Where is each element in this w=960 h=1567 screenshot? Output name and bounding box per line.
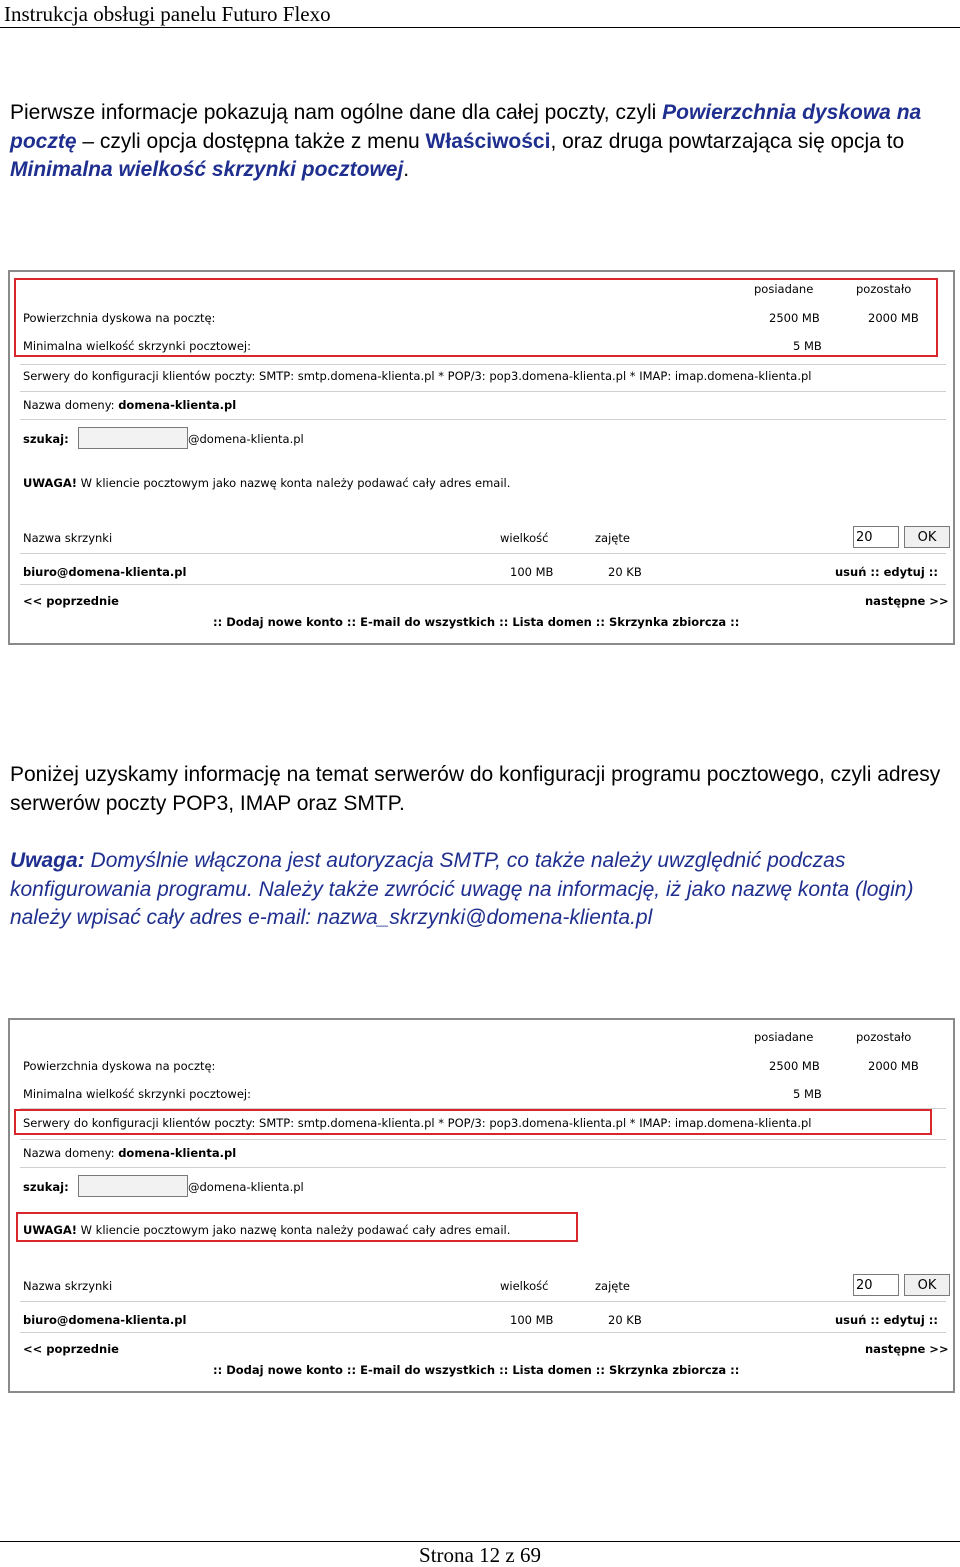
- disk-space-owned: 2500 MB: [769, 311, 820, 325]
- min-mailbox-label: Minimalna wielkość skrzynki pocztowej:: [23, 339, 251, 353]
- next-page-link[interactable]: następne >>: [865, 1342, 949, 1356]
- column-header-owned: posiadane: [754, 1030, 814, 1044]
- column-header-remaining: pozostało: [856, 1030, 912, 1044]
- min-mailbox-value: 5 MB: [793, 339, 822, 353]
- intro-term-properties: Właściwości: [425, 129, 551, 153]
- note-paragraph: [10, 847, 950, 933]
- divider: [20, 1301, 946, 1302]
- document-title: Instrukcja obsługi panelu Futuro Flexo: [4, 2, 331, 26]
- mailbox-used: 20 KB: [608, 1313, 642, 1327]
- ok-button[interactable]: OK: [904, 526, 950, 548]
- divider: [20, 391, 946, 392]
- mailbox-actions[interactable]: usuń :: edytuj ::: [835, 565, 938, 579]
- min-mailbox-label: Minimalna wielkość skrzynki pocztowej:: [23, 1087, 251, 1101]
- intro-text: , oraz druga powtarzająca się opcja to: [550, 129, 905, 153]
- disk-space-owned: 2500 MB: [769, 1059, 820, 1073]
- column-header-remaining: pozostało: [856, 282, 912, 296]
- mailbox-email-link[interactable]: biuro@domena-klienta.pl: [23, 1313, 187, 1327]
- divider: [20, 364, 946, 365]
- divider: [20, 1139, 946, 1140]
- next-page-link[interactable]: następne >>: [865, 594, 949, 608]
- warning-label: UWAGA!: [23, 476, 77, 490]
- servers-paragraph: Poniżej uzyskamy informację na temat serwerów do konfiguracji programu pocztowego, czyli adresy serwerów poczty POP3, IMAP oraz SMTP.: [10, 763, 941, 815]
- intro-paragraph: [10, 99, 950, 185]
- search-label: szukaj:: [23, 1180, 69, 1194]
- domain-name-value: domena-klienta.pl: [118, 398, 237, 412]
- column-header-mailbox: Nazwa skrzynki: [23, 531, 113, 545]
- footer-divider: [0, 1541, 960, 1542]
- mailbox-email-link[interactable]: biuro@domena-klienta.pl: [23, 565, 187, 579]
- ok-button[interactable]: OK: [904, 1274, 950, 1296]
- search-input[interactable]: [78, 427, 188, 449]
- domain-name-value: domena-klienta.pl: [118, 1146, 237, 1160]
- panel-screenshot-1: [8, 270, 955, 645]
- column-header-used: zajęte: [595, 1279, 630, 1293]
- mailbox-used: 20 KB: [608, 565, 642, 579]
- disk-space-label: Powierzchnia dyskowa na pocztę:: [23, 311, 216, 325]
- warning-text: W kliencie pocztowym jako nazwę konta należy podawać cały adres email.: [77, 476, 511, 490]
- warning-text: W kliencie pocztowym jako nazwę konta należy podawać cały adres email.: [77, 1223, 511, 1237]
- divider: [20, 553, 946, 554]
- search-input[interactable]: [78, 1175, 188, 1197]
- domain-name-label: Nazwa domeny:: [23, 398, 115, 412]
- divider: [20, 1332, 946, 1333]
- column-header-owned: posiadane: [754, 282, 814, 296]
- min-mailbox-value: 5 MB: [793, 1087, 822, 1101]
- page-number: Strona 12 z 69: [419, 1543, 541, 1567]
- note-label: Uwaga:: [10, 849, 85, 872]
- divider: [20, 419, 946, 420]
- disk-space-remaining: 2000 MB: [868, 1059, 919, 1073]
- mailbox-size: 100 MB: [510, 1313, 554, 1327]
- column-header-mailbox: Nazwa skrzynki: [23, 1279, 113, 1293]
- disk-space-remaining: 2000 MB: [868, 311, 919, 325]
- disk-space-label: Powierzchnia dyskowa na pocztę:: [23, 1059, 216, 1073]
- intro-term-disk: Powierzchnia dyskowa na pocztę: [10, 101, 922, 153]
- mail-servers-info: Serwery do konfiguracji klientów poczty: SMTP: smtp.domena-klienta.pl * POP/3: pop3.domena-klienta.pl * IMAP: imap.domena-klienta.pl: [23, 369, 812, 383]
- per-page-input[interactable]: 20: [853, 1274, 899, 1296]
- intro-text: .: [403, 158, 410, 181]
- mailbox-size: 100 MB: [510, 565, 554, 579]
- intro-text: Pierwsze informacje pokazują nam ogólne dane dla całej poczty, czyli: [10, 101, 663, 124]
- document-header: [0, 0, 960, 28]
- column-header-size: wielkość: [500, 1279, 549, 1293]
- search-domain-suffix: @domena-klienta.pl: [188, 432, 304, 446]
- search-domain-suffix: @domena-klienta.pl: [188, 1180, 304, 1194]
- column-header-size: wielkość: [500, 531, 549, 545]
- previous-page-link[interactable]: << poprzednie: [23, 1342, 119, 1356]
- bottom-actions-links[interactable]: :: Dodaj nowe konto :: E-mail do wszystkich :: Lista domen :: Skrzynka zbiorcza ::: [213, 615, 740, 629]
- divider: [20, 1167, 946, 1168]
- divider: [20, 584, 946, 585]
- previous-page-link[interactable]: << poprzednie: [23, 594, 119, 608]
- domain-name-label: Nazwa domeny:: [23, 1146, 115, 1160]
- bottom-actions-links[interactable]: :: Dodaj nowe konto :: E-mail do wszystkich :: Lista domen :: Skrzynka zbiorcza ::: [213, 1363, 740, 1377]
- note-text: Domyślnie włączona jest autoryzacja SMTP, co także należy uwzględnić podczas konfigurowania programu. Należy także zwrócić uwagę na informację, iż jako nazwę konta (login) należy wpisać cały adres e-mail: nazwa_skrzynki@domena-klienta.pl: [10, 849, 914, 929]
- search-label: szukaj:: [23, 432, 69, 446]
- intro-term-min-size: Minimalna wielkość skrzynki pocztowej: [10, 158, 404, 181]
- mail-servers-info: Serwery do konfiguracji klientów poczty: SMTP: smtp.domena-klienta.pl * POP/3: pop3.domena-klienta.pl * IMAP: imap.domena-klienta.pl: [23, 1116, 812, 1130]
- mailbox-actions[interactable]: usuń :: edytuj ::: [835, 1313, 938, 1327]
- intro-text: – czyli opcja dostępna także z menu: [76, 129, 426, 153]
- panel-screenshot-2: [8, 1018, 955, 1393]
- warning-label: UWAGA!: [23, 1223, 77, 1237]
- per-page-input[interactable]: 20: [853, 526, 899, 548]
- column-header-used: zajęte: [595, 531, 630, 545]
